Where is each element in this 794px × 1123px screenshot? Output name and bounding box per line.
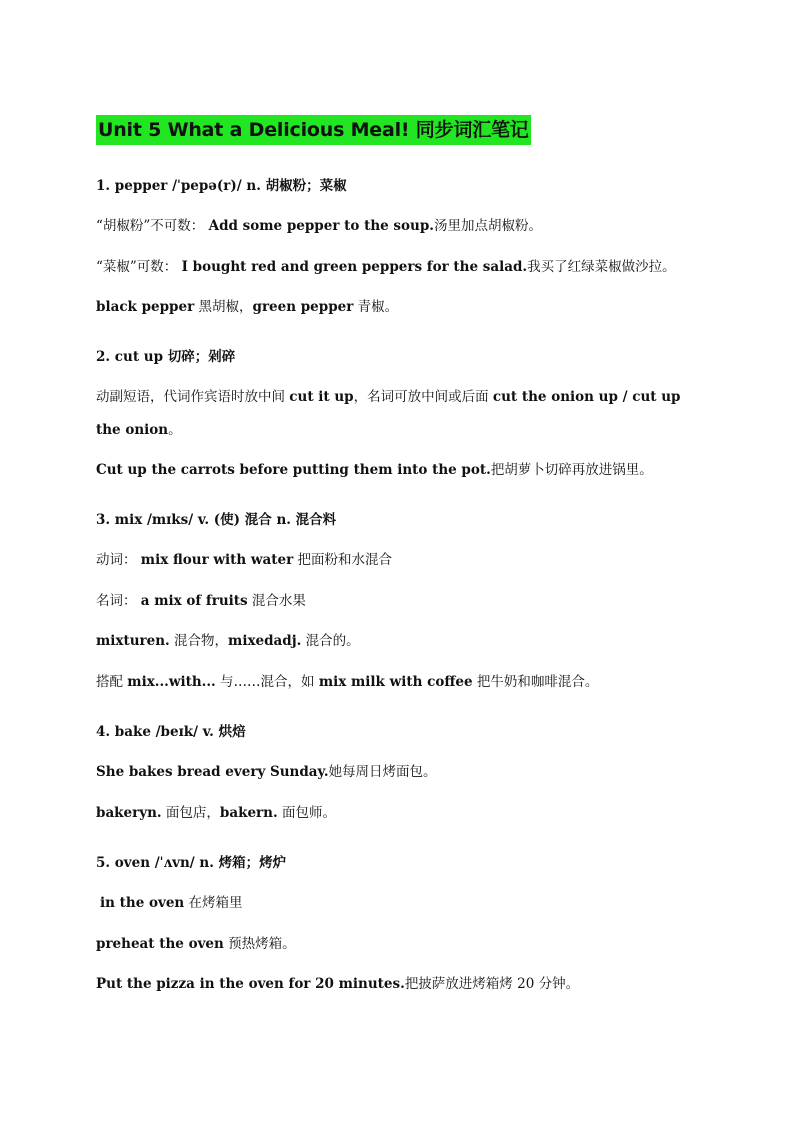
paragraph-example: cut the onion up / cut up the onion <box>96 389 681 438</box>
usage-label: 动词： <box>96 552 137 568</box>
phrase-cn: 搭配 <box>96 674 128 690</box>
phrase-cn: 在烤箱里 <box>184 895 243 911</box>
entry-heading-bake: 4. bake /beɪk/ v. 烘焙 <box>96 724 246 740</box>
entry-heading-oven: 5. oven /ˈʌvn/ n. 烤箱；烤炉 <box>96 855 287 871</box>
phrase-cn: 青椒。 <box>353 299 399 315</box>
example-en: a mix of fruits <box>140 593 248 609</box>
example-en: I bought red and green peppers for the salad. <box>181 259 528 275</box>
usage-label: “胡椒粉”不可数： <box>96 218 205 234</box>
phrase-en: mix...with... <box>127 674 216 690</box>
phrase-cn: 混合的。 <box>301 633 360 649</box>
phrase-en: bakern. <box>219 805 278 821</box>
phrase-en: preheat the oven <box>96 936 224 952</box>
phrase-en: bakeryn. <box>96 805 162 821</box>
example-cn: 她每周日烤面包。 <box>328 764 437 780</box>
entry-line <box>96 804 706 822</box>
example-en: Cut up the carrots before putting them into the pot. <box>96 462 491 478</box>
entry-heading-pepper: 1. pepper /ˈpepə(r)/ n. 胡椒粉；菜椒 <box>96 178 347 194</box>
phrase-cn: 面包师。 <box>277 805 336 821</box>
example-cn: 混合水果 <box>247 593 306 609</box>
usage-label: 名词： <box>96 593 137 609</box>
example-cn: 汤里加点胡椒粉。 <box>434 218 542 234</box>
phrase-en: green pepper <box>252 299 354 315</box>
entry-line <box>96 258 706 276</box>
paragraph-text: 。 <box>168 422 182 438</box>
phrase-en: mix milk with coffee <box>318 674 473 690</box>
paragraph-text: ，名词可放中间或后面 <box>353 389 493 405</box>
entry-line <box>96 894 710 912</box>
example-cn: 把面粉和水混合 <box>293 552 393 568</box>
entry-line <box>96 217 706 235</box>
document-title: Unit 5 What a Delicious Meal! 同步词汇笔记 <box>96 115 531 145</box>
example-en: Put the pizza in the oven for 20 minutes. <box>96 976 405 992</box>
example-en: Add some pepper to the soup. <box>208 218 434 234</box>
phrase-cn: 黑胡椒， <box>194 299 253 315</box>
example-cn: 我买了红绿菜椒做沙拉。 <box>527 259 676 275</box>
entry-line <box>96 298 706 316</box>
entry-line <box>96 763 706 781</box>
example-en: She bakes bread every Sunday. <box>96 764 329 780</box>
entry-line <box>96 975 706 993</box>
entry-line <box>96 551 706 569</box>
entry-heading-cut-up: 2. cut up 切碎；剁碎 <box>96 349 236 365</box>
entry-line <box>96 592 706 610</box>
example-cn: 把披萨放进烤箱烤 20 分钟。 <box>404 976 580 992</box>
phrase-en: black pepper <box>96 299 195 315</box>
entry-line <box>96 461 706 479</box>
entry-line <box>96 632 706 650</box>
entry-heading-mix: 3. mix /mɪks/ v. (使) 混合 n. 混合料 <box>96 512 337 528</box>
phrase-en: in the oven <box>100 895 185 911</box>
example-en: mix flour with water <box>140 552 294 568</box>
entry-line <box>96 673 706 691</box>
phrase-en: mixturen. <box>96 633 170 649</box>
example-cn: 把胡萝卜切碎再放进锅里。 <box>490 462 653 478</box>
phrase-cn: 面包店， <box>161 805 220 821</box>
entry-paragraph <box>96 381 706 447</box>
paragraph-text: 动副短语，代词作宾语时放中间 <box>96 389 290 405</box>
phrase-cn: 预热烤箱。 <box>223 936 296 952</box>
usage-label: “菜椒”可数： <box>96 259 178 275</box>
phrase-cn: 与……混合，如 <box>215 674 319 690</box>
entry-line <box>96 935 706 953</box>
phrase-cn: 混合物， <box>169 633 229 649</box>
paragraph-example: cut it up <box>289 389 354 405</box>
phrase-cn: 把牛奶和咖啡混合。 <box>472 674 599 690</box>
phrase-en: mixedadj. <box>228 633 302 649</box>
